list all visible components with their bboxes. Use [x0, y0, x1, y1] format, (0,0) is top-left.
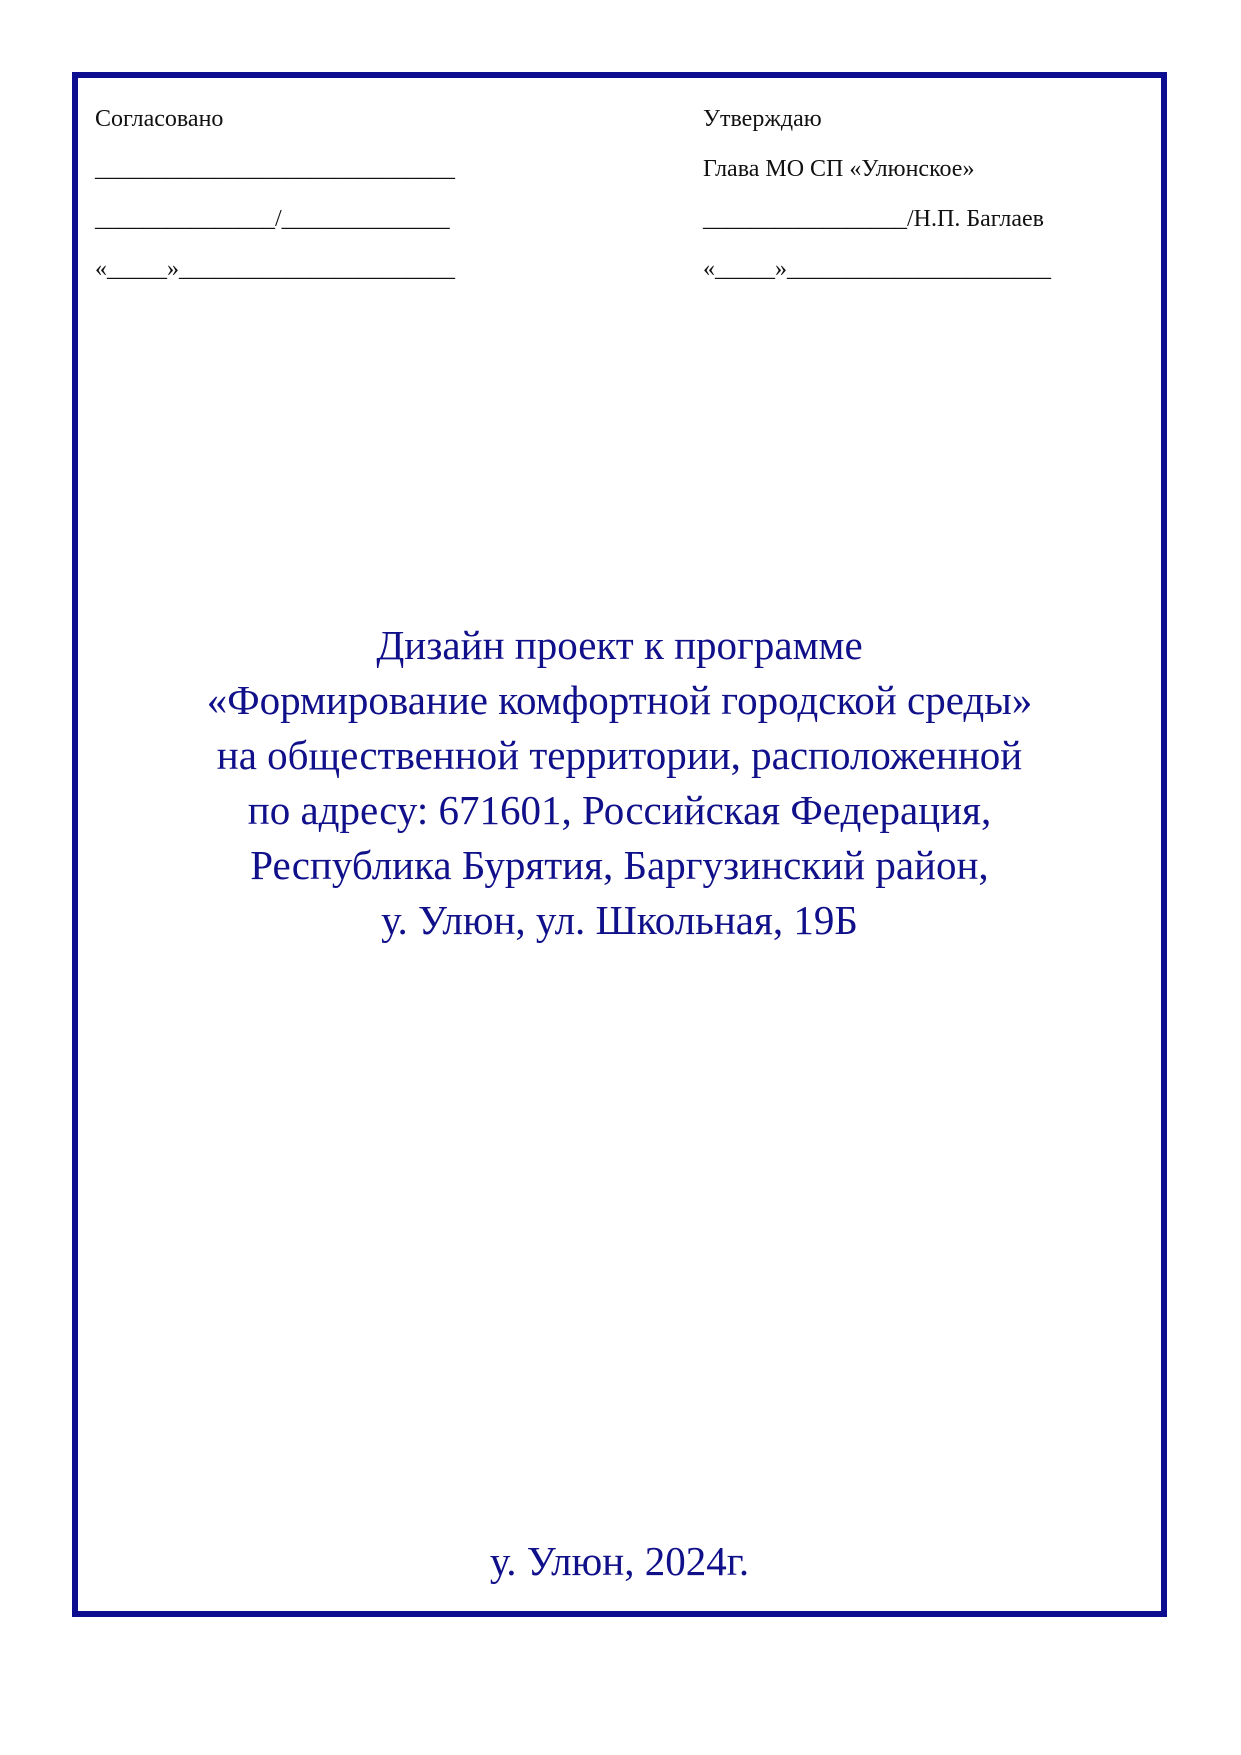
- title-line: Республика Бурятия, Баргузинский район,: [250, 842, 989, 888]
- document-title: [72, 618, 1167, 948]
- approval-heading: Утверждаю: [703, 106, 822, 132]
- agreement-heading: Согласовано: [95, 106, 224, 132]
- title-line: «Формирование комфортной городской среды»: [206, 677, 1033, 723]
- approval-signature-line: _________________/Н.П. Баглаев: [703, 206, 1045, 232]
- title-line: по адресу: 671601, Российская Федерация,: [247, 787, 992, 833]
- agreement-signature-line: _______________/______________: [95, 206, 450, 232]
- title-line: Дизайн проект к программе: [376, 622, 863, 668]
- approval-position: Глава МО СП «Улюнское»: [703, 156, 975, 182]
- footer-place-year: у. Улюн, 2024г.: [489, 1538, 750, 1584]
- title-line: у. Улюн, ул. Школьная, 19Б: [381, 897, 858, 943]
- agreement-org-line: ______________________________: [95, 156, 455, 182]
- agreement-date-line: «_____»_______________________: [95, 256, 455, 282]
- title-line: на общественной территории, расположенной: [216, 732, 1023, 778]
- approval-date-line: «_____»______________________: [703, 256, 1051, 282]
